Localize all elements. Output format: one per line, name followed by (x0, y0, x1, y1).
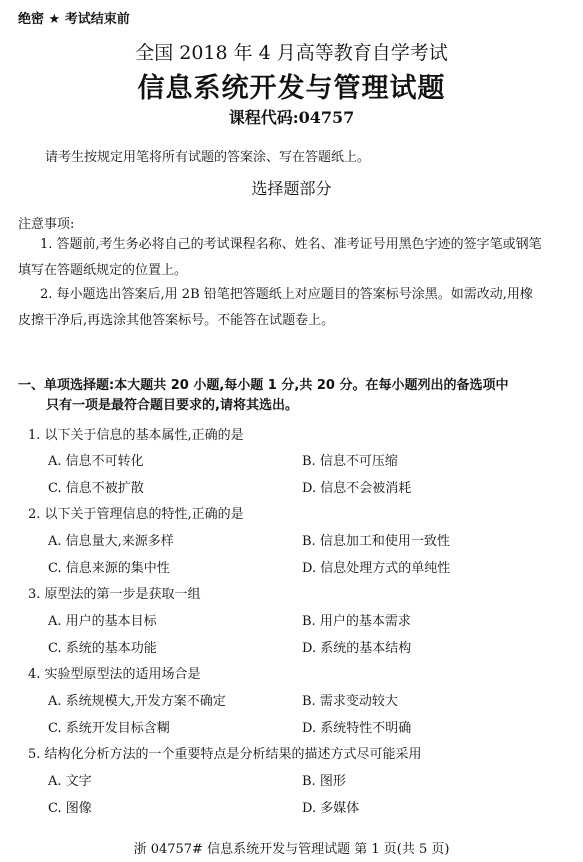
question-4-option-a: A. 系统规模大,开发方案不确定 (48, 694, 226, 709)
note-1-line-1: 1. 答题前,考生务必将自己的考试课程名称、姓名、准考证号用黑色字迹的签字笔或钢笔 (40, 237, 542, 252)
question-3-stem: 3. 原型法的第一步是获取一组 (28, 587, 201, 602)
question-4-option-d: D. 系统特性不明确 (302, 721, 412, 736)
question-2-stem: 2. 以下关于管理信息的特性,正确的是 (28, 507, 244, 522)
course-code: 课程代码:04757 (228, 108, 355, 127)
question-3-option-b: B. 用户的基本需求 (302, 614, 411, 629)
note-1-line-2: 填写在答题纸规定的位置上。 (18, 263, 188, 278)
part-one-line-1: 一、单项选择题:本大题共 20 小题,每小题 1 分,共 20 分。在每小题列出的备选项中 (18, 378, 509, 393)
page-title: 信息系统开发与管理试题 (137, 73, 446, 104)
part-one-heading (18, 376, 508, 416)
note-2-line-1: 2. 每小题选出答案后,用 2B 铅笔把答题纸上对应题目的答案标号涂黑。如需改动,用橡 (40, 287, 533, 302)
question-4-option-c: C. 系统开发目标含糊 (48, 721, 170, 736)
part-one-line-2: 只有一项是最符合题目要求的,请将其选出。 (46, 398, 298, 413)
question-5-stem: 5. 结构化分析方法的一个重要特点是分析结果的描述方式尽可能采用 (28, 747, 422, 762)
question-5-option-b: B. 图形 (302, 774, 346, 789)
question-4-option-b: B. 需求变动较大 (302, 694, 398, 709)
notes-heading: 注意事项: (18, 217, 75, 232)
page-footer: 浙 04757# 信息系统开发与管理试题 第 1 页(共 5 页) (133, 842, 450, 857)
question-2-option-c: C. 信息来源的集中性 (48, 561, 170, 576)
question-4-stem: 4. 实验型原型法的适用场合是 (28, 667, 201, 682)
question-3-option-c: C. 系统的基本功能 (48, 641, 157, 656)
secrecy-label: 绝密 ★ 考试结束前 (18, 12, 130, 27)
question-5-option-c: C. 图像 (48, 801, 92, 816)
question-3-option-a: A. 用户的基本目标 (48, 614, 157, 629)
question-3-option-d: D. 系统的基本结构 (302, 641, 412, 656)
question-2-option-d: D. 信息处理方式的单纯性 (302, 561, 451, 576)
question-2-option-b: B. 信息加工和使用一致性 (302, 534, 450, 549)
question-1-option-d: D. 信息不会被消耗 (302, 481, 412, 496)
question-1-option-c: C. 信息不被扩散 (48, 481, 144, 496)
exam-session-line: 全国 2018 年 4 月高等教育自学考试 (135, 42, 448, 64)
question-5-option-a: A. 文字 (48, 774, 92, 789)
answer-notice: 请考生按规定用笔将所有试题的答案涂、写在答题纸上。 (45, 150, 371, 165)
section-title: 选择题部分 (251, 179, 332, 198)
question-1-option-a: A. 信息不可转化 (48, 454, 144, 469)
question-1-stem: 1. 以下关于信息的基本属性,正确的是 (28, 428, 244, 443)
note-2-line-2: 皮擦干净后,再选涂其他答案标号。不能答在试题卷上。 (18, 313, 335, 328)
question-1-option-b: B. 信息不可压缩 (302, 454, 398, 469)
question-2-option-a: A. 信息量大,来源多样 (48, 534, 174, 549)
question-5-option-d: D. 多媒体 (302, 801, 360, 816)
